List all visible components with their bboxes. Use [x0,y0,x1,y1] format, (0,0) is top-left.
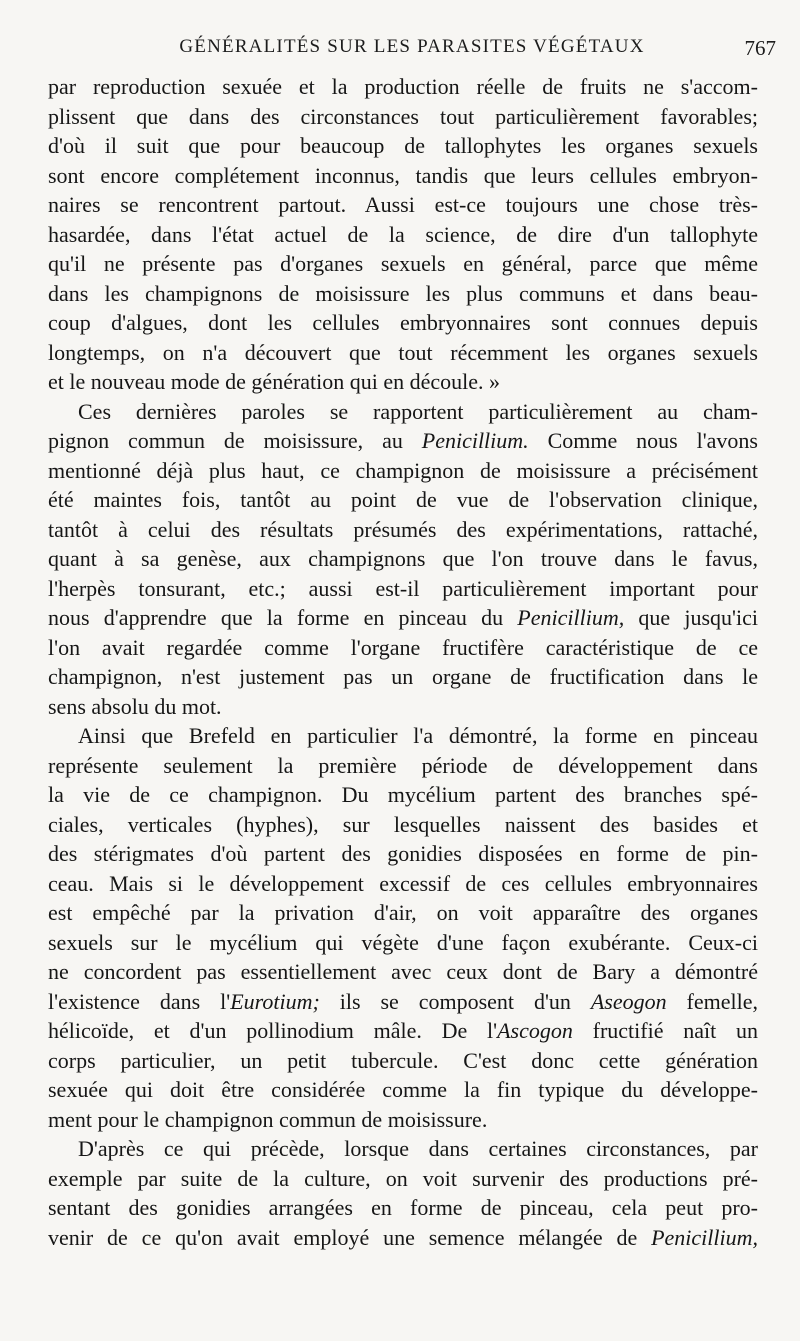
text-line: d'où il suit que pour beaucoup de tallophytes les organes sexuels [48,133,758,158]
text-line: ciales, verticales (hyphes), sur lesquelles naissent des basides et [48,811,758,837]
text-line: Ainsi que Brefeld en particulier l'a démontré, la forme en pinceau [78,723,758,748]
italic-term: Aseogon [590,988,667,1014]
text-line: D'après ce qui précède, lorsque dans certaines circonstances, par [78,1136,758,1161]
text-line: est empêché par la privation d'air, on voit apparaître des organes [48,900,758,925]
text-line: tantôt à celui des résultats présumés des expérimentations, rattaché, [48,516,758,542]
italic-term: Eurotium; [230,988,320,1014]
text-line: dans les champignons de moisissure les plus communs et dans beau- [48,280,758,306]
text-line: longtemps, on n'a découvert que tout récemment les organes sexuels [48,339,758,365]
text-line: ceau. Mais si le développement excessif de ces cellules embryonnaires [48,870,758,896]
paragraph [48,721,758,1134]
text-line: sens absolu du mot. [48,693,222,719]
paragraph [48,397,758,722]
text-line: pignon commun de moisissure, au Penicillium. Comme nous l'avons [48,428,758,453]
text-line: sexuels sur le mycélium qui végète d'une façon exubérante. Ceux-ci [48,929,758,955]
text-line: l'existence dans l'Eurotium; ils se composent d'un Aseogon femelle, [48,988,758,1014]
text-line: l'herpès tonsurant, etc.; aussi est-il particulièrement important pour [48,575,758,601]
text-line: quant à sa genèse, aux champignons que l'on trouve dans le favus, [48,546,758,571]
text-line: sont encore complétement inconnus, tandis que leurs cellules embryon- [48,162,758,188]
text-line: corps particulier, un petit tubercule. C'est donc cette génération [48,1047,758,1073]
paragraph [48,1134,758,1252]
italic-term: Penicillium, [651,1224,758,1250]
running-title: GÉNÉRALITÉS SUR LES PARASITES VÉGÉTAUX [179,36,645,57]
text-line: ment pour le champignon commun de moisissure. [48,1106,488,1132]
text-line: Ces dernières paroles se rapportent particulièrement au cham- [78,398,758,424]
text-line: par reproduction sexuée et la production réelle de fruits ne s'accom- [48,74,758,99]
text-line: mentionné déjà plus haut, ce champignon de moisissure a précisément [48,457,758,483]
italic-term: Penicillium, [517,605,625,630]
italic-term: Ascogon [497,1018,573,1043]
text-line: sentant des gonidies arrangées en forme de pinceau, cela peut pro- [48,1195,758,1220]
text-line: la vie de ce champignon. Du mycélium partent des branches spé- [48,782,758,807]
body-text [48,72,758,1252]
text-line: hasardée, dans l'état actuel de la science, de dire d'un tallophyte [48,221,758,247]
text-line: qu'il ne présente pas d'organes sexuels en général, parce que même [48,251,758,276]
text-line: coup d'algues, dont les cellules embryonnaires sont connues depuis [48,310,758,335]
text-line: ne concordent pas essentiellement avec ceux dont de Bary a démontré [48,959,758,984]
text-line: naires se rencontrent partout. Aussi est-ce toujours une chose très- [48,192,758,217]
text-line: sexuée qui doit être considérée comme la fin typique du développe- [48,1077,758,1102]
text-line: et le nouveau mode de génération qui en découle. » [48,369,501,394]
text-line: des stérigmates d'où partent des gonidies disposées en forme de pin- [48,841,758,866]
text-line: champignon, n'est justement pas un organe de fructification dans le [48,664,758,689]
text-line: exemple par suite de la culture, on voit survenir des productions pré- [48,1165,758,1191]
text-line: plissent que dans des circonstances tout particulièrement favorables; [48,103,758,129]
text-line: représente seulement la première période de développement dans [48,752,758,778]
text-line: venir de ce qu'on avait employé une semence mélangée de Penicillium, [48,1224,758,1250]
running-header [48,30,776,62]
text-line: nous d'apprendre que la forme en pinceau du Penicillium, que jusqu'ici [48,605,758,630]
text-line: été maintes fois, tantôt au point de vue de l'observation clinique, [48,487,758,512]
text-line: l'on avait regardée comme l'organe fructifère caractéristique de ce [48,634,758,660]
page-number: 767 [744,36,776,60]
text-line: hélicoïde, et d'un pollinodium mâle. De l'Ascogon fructifié naît un [48,1018,759,1043]
paragraph [48,72,758,397]
italic-term: Penicillium. [421,428,529,453]
